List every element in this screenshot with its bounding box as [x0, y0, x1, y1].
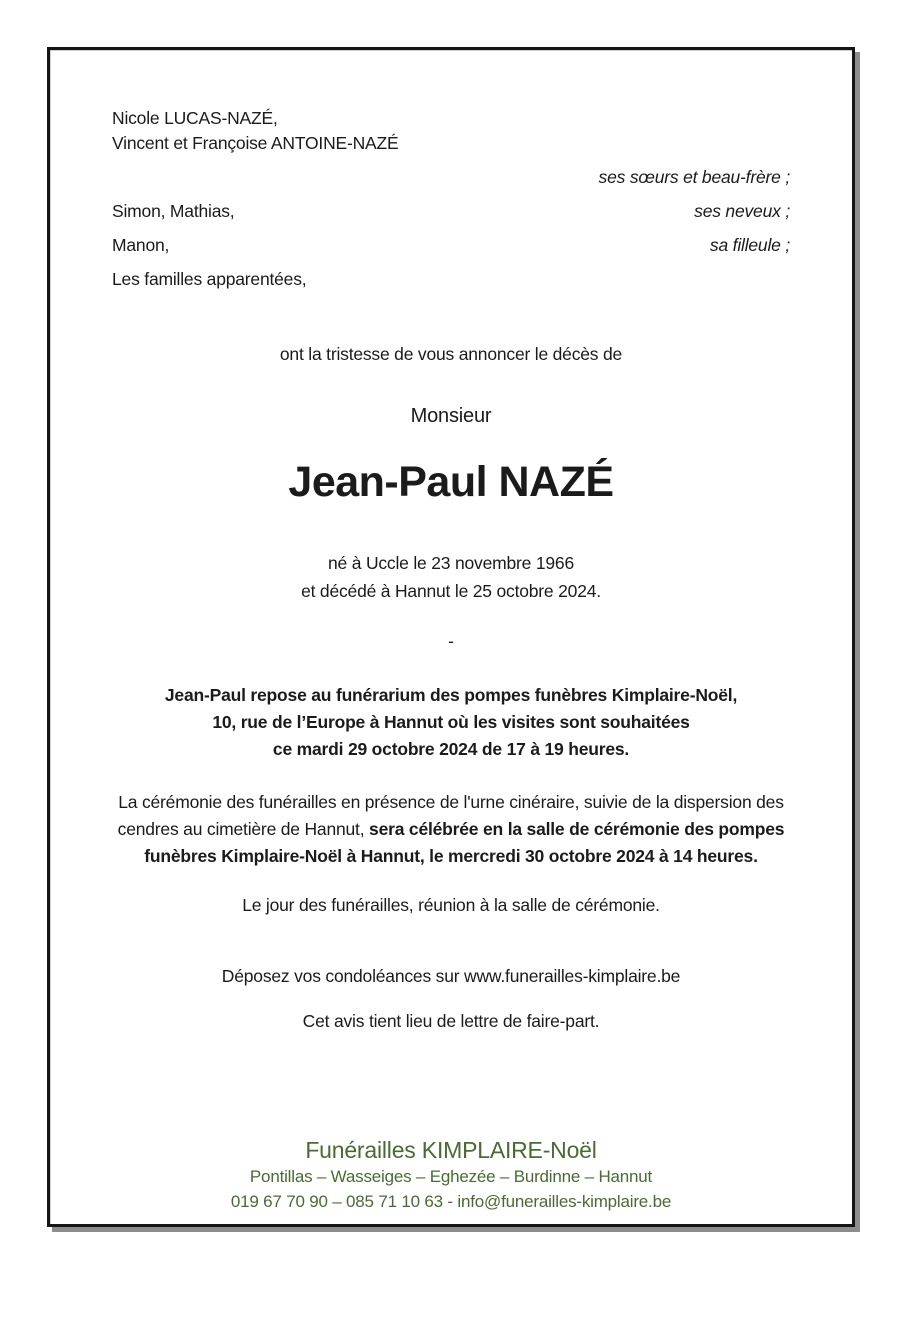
family-names: Nicole LUCAS-NAZÉ,: [112, 108, 278, 128]
faire-part-notice: Cet avis tient lieu de lettre de faire-part.: [302, 1011, 600, 1031]
announcement-card: [47, 47, 855, 1227]
condolences-line: Déposez vos condoléances sur www.funerailles-kimplaire.be: [221, 966, 681, 986]
deceased-name: Jean-Paul NAZÉ: [288, 458, 614, 506]
death-line: et décédé à Hannut le 25 octobre 2024.: [301, 581, 601, 601]
family-relation: sa filleule ;: [709, 235, 790, 255]
birth-death-dates: [112, 549, 790, 605]
family-row: [112, 199, 790, 224]
civility-title: Monsieur: [410, 405, 492, 427]
ceremony-text-bold: sera célébrée en la salle de cérémonie des pompes funèbres Kimplaire-Noël à Hannut, le mercredi 30 octobre 2024 à 14 heures.: [144, 819, 785, 866]
visitation-line: Jean-Paul repose au funérarium des pompes funèbres Kimplaire-Noël,: [164, 685, 738, 705]
ceremony-text: La cérémonie des funérailles en présence de l'urne cinéraire, suivie de la dispersion des cendres au cimetière de Hannut,: [117, 792, 784, 839]
reunion-note: Le jour des funérailles, réunion à la salle de cérémonie.: [242, 895, 660, 915]
family-row: [112, 131, 790, 156]
funeral-home-name: Funérailles KIMPLAIRE-Noël: [305, 1137, 597, 1163]
family-row: [112, 165, 790, 190]
funeral-home-locations: Pontillas – Wasseiges – Eghezée – Burdinne – Hannut: [249, 1167, 653, 1186]
family-row: [112, 106, 790, 131]
family-names: Simon, Mathias,: [112, 201, 235, 221]
separator-dash: -: [448, 631, 454, 651]
family-relation: ses neveux ;: [694, 201, 790, 221]
funeral-home-footer: [50, 1136, 852, 1214]
family-section: [112, 106, 790, 292]
family-names: Les familles apparentées,: [112, 269, 307, 289]
family-relation: [306, 267, 790, 292]
visitation-line: 10, rue de l’Europe à Hannut où les visites sont souhaitées: [212, 712, 690, 732]
announcement-intro: ont la tristesse de vous annoncer le décès de: [279, 344, 623, 364]
family-row: [112, 233, 790, 258]
visitation-info: [112, 682, 790, 763]
family-relation: ses sœurs et beau-frère ;: [598, 167, 790, 187]
family-row: [112, 267, 790, 292]
ceremony-info: [112, 789, 790, 870]
family-names: Manon,: [112, 235, 170, 255]
family-names: Vincent et Françoise ANTOINE-NAZÉ: [112, 133, 399, 153]
funeral-home-contact: 019 67 70 90 – 085 71 10 63 - info@funerailles-kimplaire.be: [230, 1192, 672, 1211]
family-relation: [278, 106, 790, 131]
family-relation: [398, 131, 790, 156]
birth-line: né à Uccle le 23 novembre 1966: [328, 553, 574, 573]
visitation-line: ce mardi 29 octobre 2024 de 17 à 19 heures.: [272, 739, 630, 759]
